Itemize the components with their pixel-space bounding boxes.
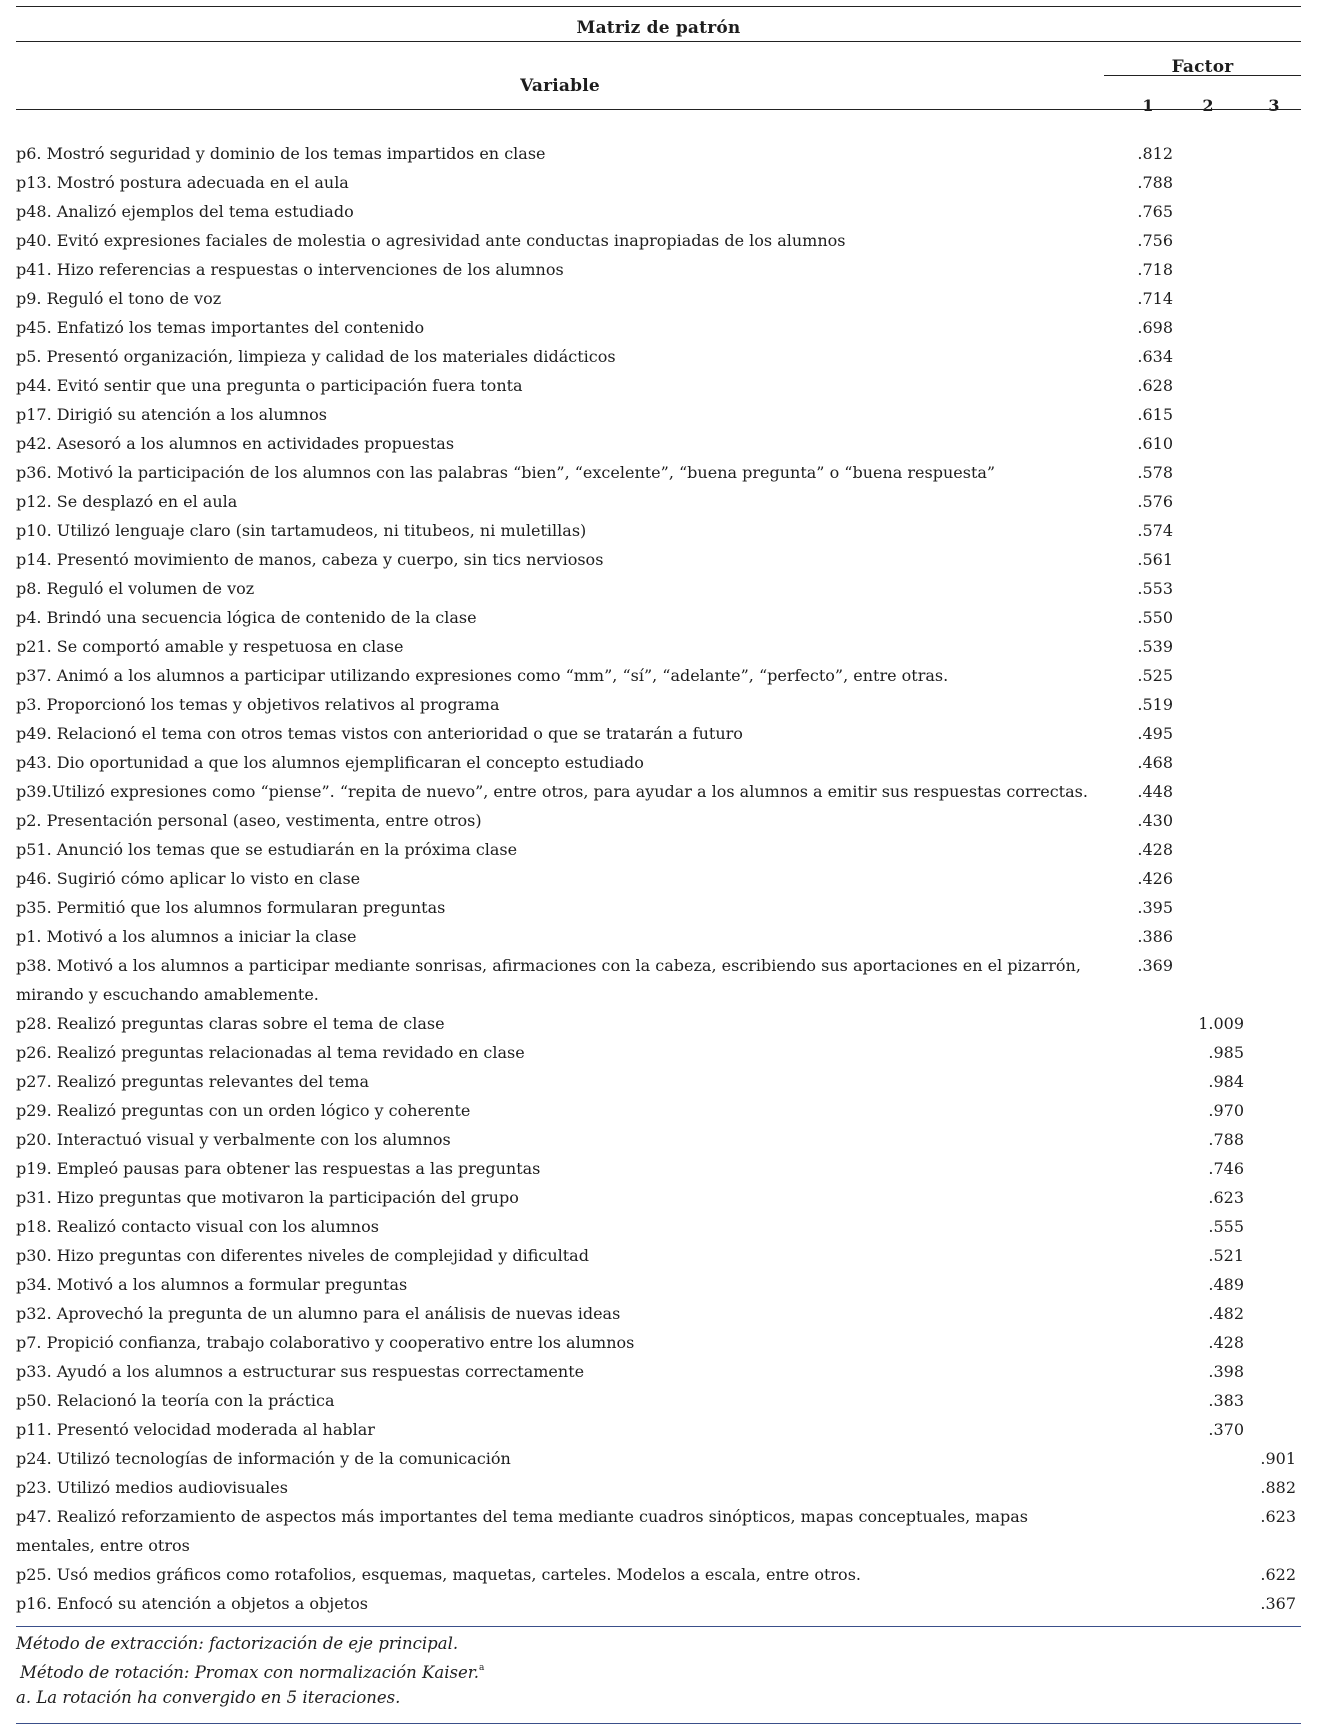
loading-factor-1: .550 [1137,608,1173,627]
row-label: p12. Se desplazó en el aula [16,492,238,511]
table-row [16,574,1301,603]
factor-col-3: 3 [1268,96,1280,115]
table-row [16,400,1301,429]
loading-factor-1: .428 [1137,840,1173,859]
row-label: p29. Realizó preguntas con un orden lógico y coherente [16,1101,471,1120]
row-label: p43. Dio oportunidad a que los alumnos ejemplificaran el concepto estudiado [16,753,644,772]
loading-factor-2: .370 [1208,1420,1244,1439]
row-label: p37. Animó a los alumnos a participar utilizando expresiones como “mm”, “sí”, “adelante”, “perfecto”, entre otras. [16,666,949,685]
table-row [16,1560,1301,1589]
note-convergence: a. La rotación ha convergido en 5 iteraciones. [16,1688,401,1707]
row-label: p10. Utilizó lenguaje claro (sin tartamudeos, ni titubeos, ni muletillas) [16,521,587,540]
row-label: p35. Permitió que los alumnos formularan preguntas [16,898,446,917]
note-rotation-sup: a [479,1663,485,1673]
loading-factor-2: .489 [1208,1275,1244,1294]
loading-factor-2: 1.009 [1198,1014,1244,1033]
table-row [16,1444,1301,1473]
notes-top-rule [16,1626,1301,1627]
table-row [16,893,1301,922]
row-label: p8. Reguló el volumen de voz [16,579,255,598]
table-row [16,1067,1301,1096]
loading-factor-1: .788 [1137,173,1173,192]
table-row [16,1589,1301,1618]
table-row [16,690,1301,719]
factor-col-1: 1 [1142,96,1154,115]
row-label: p19. Empleó pausas para obtener las respuestas a las preguntas [16,1159,541,1178]
row-label: p27. Realizó preguntas relevantes del tema [16,1072,369,1091]
table-row [16,1096,1301,1125]
row-label: p20. Interactuó visual y verbalmente con los alumnos [16,1130,451,1149]
loading-factor-1: .539 [1137,637,1173,656]
loading-factor-1: .714 [1137,289,1173,308]
loading-factor-2: .398 [1208,1362,1244,1381]
row-label: p31. Hizo preguntas que motivaron la participación del grupo [16,1188,519,1207]
table-row [16,1270,1301,1299]
loading-factor-1: .468 [1137,753,1173,772]
table-row [16,835,1301,864]
note-rotation [16,1656,1301,1685]
loading-factor-2: .555 [1208,1217,1244,1236]
loading-factor-1: .395 [1137,898,1173,917]
row-label: p36. Motivó la participación de los alumnos con las palabras “bien”, “excelente”, “buena pregunta” o “buena respuesta” [16,463,996,482]
table-row [16,342,1301,371]
loading-factor-1: .525 [1137,666,1173,685]
loading-factor-2: .428 [1208,1333,1244,1352]
row-label: p7. Propició confianza, trabajo colaborativo y cooperativo entre los alumnos [16,1333,635,1352]
row-label: p45. Enfatizó los temas importantes del contenido [16,318,425,337]
row-label: p5. Presentó organización, limpieza y calidad de los materiales didácticos [16,347,616,366]
row-label: p42. Asesoró a los alumnos en actividades propuestas [16,434,455,453]
table-body [16,139,1301,1618]
table-row [16,1299,1301,1328]
loading-factor-1: .634 [1137,347,1173,366]
loading-factor-2: .985 [1208,1043,1244,1062]
factor-subrule [1104,75,1301,76]
table-row [16,1183,1301,1212]
row-label: p17. Dirigió su atención a los alumnos [16,405,327,424]
row-label: p40. Evitó expresiones faciales de molestia o agresividad ante conductas inapropiadas de los alumnos [16,231,846,250]
table-row [16,1241,1301,1270]
row-label: p46. Sugirió cómo aplicar lo visto en clase [16,869,361,888]
loading-factor-2: .788 [1208,1130,1244,1149]
loading-factor-1: .610 [1137,434,1173,453]
row-label: p6. Mostró seguridad y dominio de los temas impartidos en clase [16,144,546,163]
table-row [16,1473,1301,1502]
row-label: p28. Realizó preguntas claras sobre el tema de clase [16,1014,445,1033]
table-row [16,748,1301,777]
row-label: p1. Motivó a los alumnos a iniciar la clase [16,927,357,946]
title-rule [16,41,1301,42]
loading-factor-1: .495 [1137,724,1173,743]
row-label: p3. Proporcionó los temas y objetivos relativos al programa [16,695,500,714]
loading-factor-1: .519 [1137,695,1173,714]
loading-factor-1: .426 [1137,869,1173,888]
table-row [16,1009,1301,1038]
table-row [16,487,1301,516]
note-rotation-text: Método de rotación: Promax con normalización Kaiser. [20,1663,480,1682]
table-row [16,922,1301,951]
table-row [16,545,1301,574]
row-label: p38. Motivó a los alumnos a participar mediante sonrisas, afirmaciones con la cabeza, escribiendo sus aportaciones en el pizarrón, mirando y escuchando amablemente. [16,956,1081,1004]
loading-factor-1: .561 [1137,550,1173,569]
table-row [16,719,1301,748]
row-label: p2. Presentación personal (aseo, vestimenta, entre otros) [16,811,482,830]
table-row [16,429,1301,458]
row-label: p16. Enfocó su atención a objetos a objetos [16,1594,368,1613]
row-label: p4. Brindó una secuencia lógica de contenido de la clase [16,608,477,627]
factor-header: Factor [1171,57,1234,77]
table-row [16,1212,1301,1241]
loading-factor-1: .718 [1137,260,1173,279]
loading-factor-1: .448 [1137,782,1173,801]
note-extraction: Método de extracción: factorización de eje principal. [16,1634,459,1653]
loading-factor-1: .369 [1137,956,1173,975]
loading-factor-1: .553 [1137,579,1173,598]
variable-header: Variable [520,76,600,96]
row-label: p30. Hizo preguntas con diferentes niveles de complejidad y dificultad [16,1246,589,1265]
table-row [16,661,1301,690]
loading-factor-1: .756 [1137,231,1173,250]
loading-factor-2: .482 [1208,1304,1244,1323]
top-rule [16,6,1301,7]
loading-factor-1: .698 [1137,318,1173,337]
table-row [16,1502,1301,1560]
row-label: p26. Realizó preguntas relacionadas al tema revidado en clase [16,1043,525,1062]
loading-factor-2: .984 [1208,1072,1244,1091]
header-rule [16,109,1301,110]
loading-factor-3: .882 [1260,1478,1296,1497]
loading-factor-1: .574 [1137,521,1173,540]
table-row [16,226,1301,255]
table-row [16,806,1301,835]
table-row [16,1038,1301,1067]
loading-factor-1: .430 [1137,811,1173,830]
table-row [16,458,1301,487]
loading-factor-2: .383 [1208,1391,1244,1410]
row-label: p39.Utilizó expresiones como “piense”. “repita de nuevo”, entre otros, para ayudar a los alumnos a emitir sus respuestas correctas. [16,782,1088,801]
loading-factor-3: .622 [1260,1565,1296,1584]
table-row [16,1357,1301,1386]
row-label: p51. Anunció los temas que se estudiarán en la próxima clase [16,840,518,859]
row-label: p44. Evitó sentir que una pregunta o participación fuera tonta [16,376,523,395]
row-label: p32. Aprovechó la pregunta de un alumno para el análisis de nuevas ideas [16,1304,621,1323]
row-label: p25. Usó medios gráficos como rotafolios, esquemas, maquetas, carteles. Modelos a escala, entre otros. [16,1565,861,1584]
table-row [16,1328,1301,1357]
table-row [16,951,1301,1009]
table-row [16,603,1301,632]
table-row [16,516,1301,545]
table-notes [16,1631,1301,1710]
row-label: p50. Relacionó la teoría con la práctica [16,1391,335,1410]
loading-factor-1: .765 [1137,202,1173,221]
row-label: p13. Mostró postura adecuada en el aula [16,173,349,192]
table-row [16,284,1301,313]
table-row [16,1154,1301,1183]
loading-factor-3: .623 [1260,1507,1296,1526]
row-label: p49. Relacionó el tema con otros temas vistos con anterioridad o que se tratarán a futuro [16,724,743,743]
table-row [16,1415,1301,1444]
row-label: p48. Analizó ejemplos del tema estudiado [16,202,354,221]
row-label: p18. Realizó contacto visual con los alumnos [16,1217,379,1236]
loading-factor-2: .623 [1208,1188,1244,1207]
table-row [16,1125,1301,1154]
table-row [16,777,1301,806]
row-label: p21. Se comportó amable y respetuosa en clase [16,637,404,656]
factor-col-2: 2 [1202,96,1214,115]
row-label: p14. Presentó movimiento de manos, cabeza y cuerpo, sin tics nerviosos [16,550,604,569]
row-label: p33. Ayudó a los alumnos a estructurar sus respuestas correctamente [16,1362,585,1381]
table-row [16,139,1301,168]
table-title: Matriz de patrón [576,18,741,38]
loading-factor-2: .970 [1208,1101,1244,1120]
notes-bottom-rule [16,1723,1301,1724]
loading-factor-2: .521 [1208,1246,1244,1265]
row-label: p24. Utilizó tecnologías de información y de la comunicación [16,1449,511,1468]
table-row [16,168,1301,197]
loading-factor-1: .576 [1137,492,1173,511]
table-row [16,1386,1301,1415]
row-label: p34. Motivó a los alumnos a formular preguntas [16,1275,408,1294]
row-label: p41. Hizo referencias a respuestas o intervenciones de los alumnos [16,260,564,279]
row-label: p11. Presentó velocidad moderada al hablar [16,1420,375,1439]
loading-factor-3: .901 [1260,1449,1296,1468]
table-row [16,255,1301,284]
table-row [16,197,1301,226]
row-label: p47. Realizó reforzamiento de aspectos más importantes del tema mediante cuadros sinópticos, mapas conceptuales, mapas mentales, entre otros [16,1507,1028,1555]
table-row [16,313,1301,342]
loading-factor-1: .578 [1137,463,1173,482]
loading-factor-1: .615 [1137,405,1173,424]
loading-factor-1: .386 [1137,927,1173,946]
table-row [16,632,1301,661]
loading-factor-2: .746 [1208,1159,1244,1178]
table-row [16,864,1301,893]
row-label: p9. Reguló el tono de voz [16,289,222,308]
loading-factor-1: .628 [1137,376,1173,395]
table-row [16,371,1301,400]
loading-factor-1: .812 [1137,144,1173,163]
loading-factor-3: .367 [1260,1594,1296,1613]
row-label: p23. Utilizó medios audiovisuales [16,1478,288,1497]
